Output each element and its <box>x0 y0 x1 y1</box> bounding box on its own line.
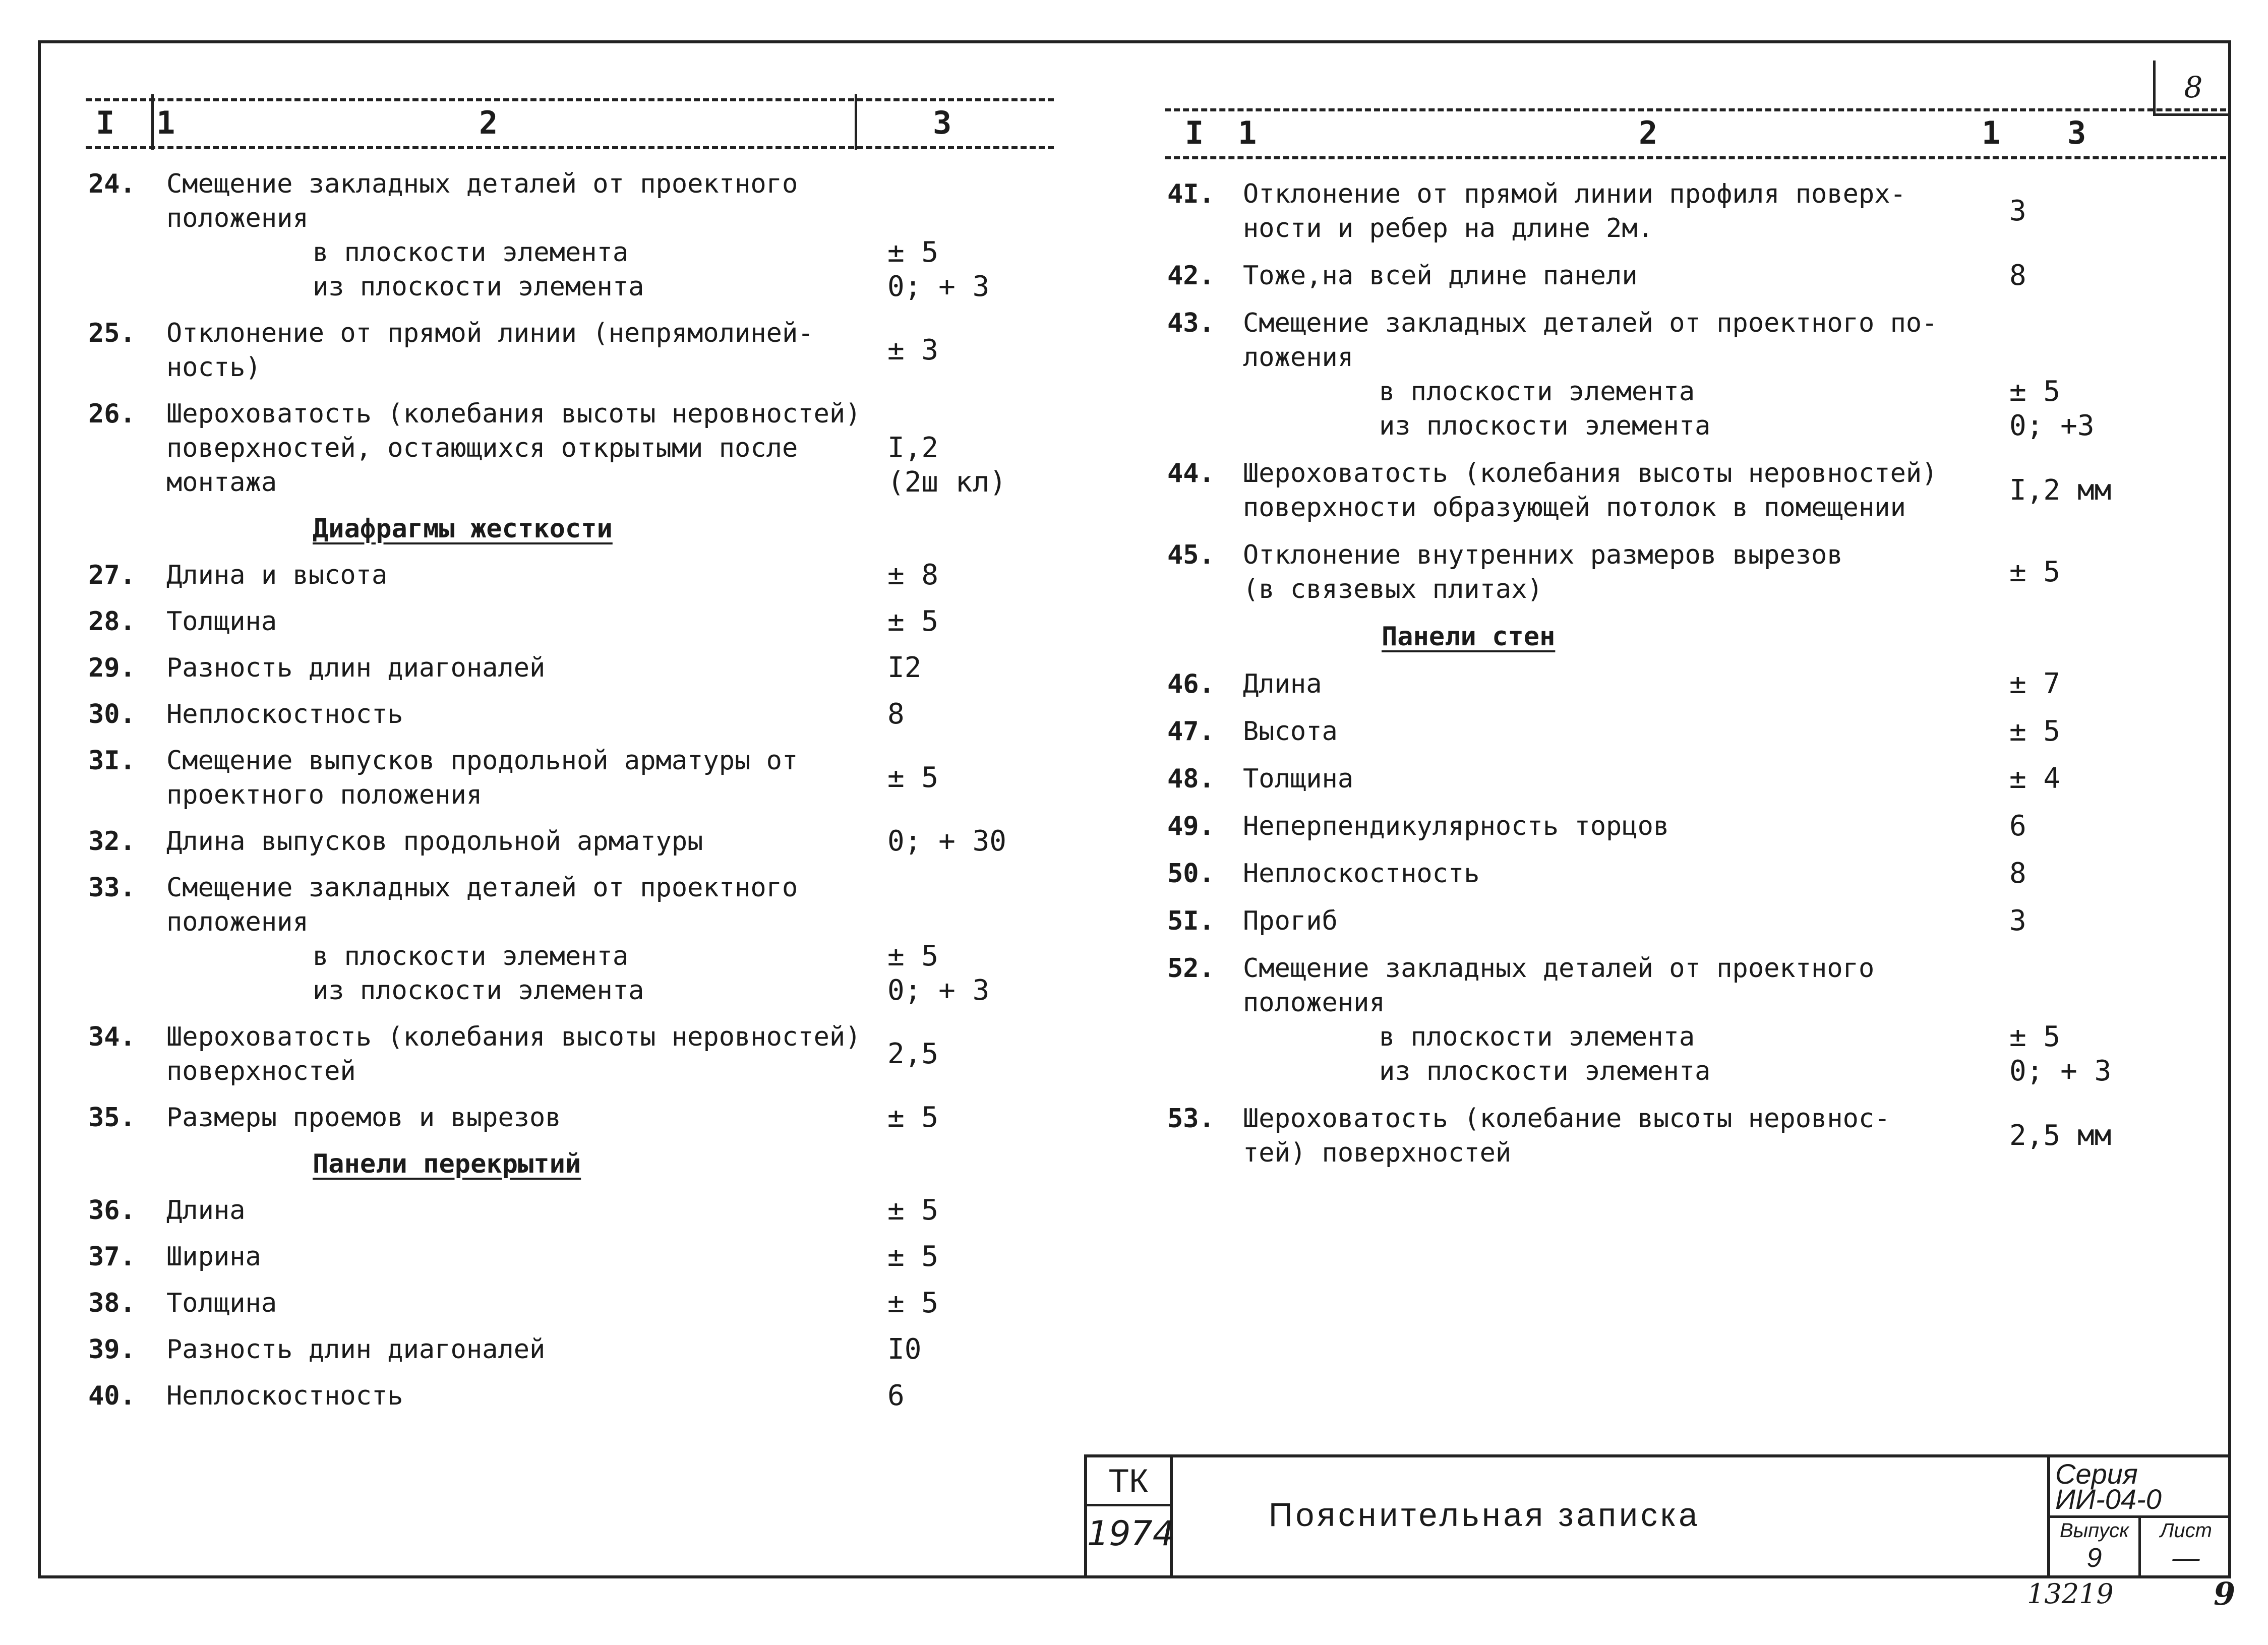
item-description: Прогиб <box>1243 906 1338 936</box>
sheet-label: Лист <box>2160 1519 2212 1542</box>
item-description: Смещение закладных деталей от проектного <box>1243 953 1875 984</box>
tolerance-value: ± 5 <box>2009 1020 2061 1053</box>
sub-item-label: из плоскости элемента <box>313 272 644 302</box>
tolerance-value: ± 5 <box>887 940 939 972</box>
tolerance-value: 0; + 3 <box>887 974 990 1007</box>
item-description: Шероховатость (колебания высоты неровностей) <box>1243 458 1938 489</box>
item-description: поверхности образующей потолок в помещении <box>1243 493 1906 523</box>
tolerance-value: 8 <box>2009 259 2026 292</box>
item-number: 36. <box>88 1195 136 1226</box>
item-description: Толщина <box>1243 764 1354 794</box>
item-description: поверхностей <box>166 1056 356 1086</box>
org-cell <box>1087 1457 1173 1575</box>
item-description: Разность длин диагоналей <box>166 1334 546 1365</box>
item-description: ности и ребер на длине 2м. <box>1243 213 1653 243</box>
section-heading: Панели перекрытий <box>313 1149 581 1179</box>
item-description: Отклонение от прямой линии (непрямолиней- <box>166 318 814 348</box>
tolerance-value: 0; +3 <box>2009 409 2095 442</box>
title-block <box>1084 1454 2231 1575</box>
tolerance-value: 0; + 3 <box>887 270 990 303</box>
item-number: 50. <box>1167 859 1215 889</box>
issue-value: 9 <box>2086 1543 2102 1573</box>
archive-code: 13219 <box>2027 1578 2114 1610</box>
sub-item-label: в плоскости элемента <box>1379 1022 1695 1052</box>
item-description: ложения <box>1243 342 1354 373</box>
item-number: 52. <box>1167 953 1215 984</box>
tolerance-value: ± 8 <box>887 559 939 591</box>
tolerance-value: ± 5 <box>887 761 939 794</box>
tolerance-value: I0 <box>887 1333 922 1366</box>
left-header-col1b: 1 <box>156 104 175 141</box>
right-header-col1b: 1 <box>1238 114 1257 151</box>
item-description: Тоже,на всей длине панели <box>1243 261 1638 291</box>
series-code: ИИ-04-0 <box>2055 1483 2162 1515</box>
sub-item-label: в плоскости элемента <box>313 941 629 971</box>
item-number: 37. <box>88 1242 136 1272</box>
sub-item-label: в плоскости элемента <box>313 237 629 268</box>
tolerance-value: 6 <box>2009 810 2026 842</box>
item-description: монтажа <box>166 467 277 498</box>
right-column-header <box>1165 108 2226 156</box>
item-number: 45. <box>1167 540 1215 570</box>
item-description: Длина и высота <box>166 560 388 590</box>
item-number: 32. <box>88 826 136 857</box>
tolerance-value: ± 7 <box>2009 667 2061 700</box>
item-description: Высота <box>1243 716 1338 747</box>
item-number: 33. <box>88 873 136 903</box>
left-header-col2: 2 <box>479 104 498 141</box>
sheet-number-box: 8 <box>2153 60 2231 116</box>
item-number: 48. <box>1167 764 1215 794</box>
item-description: Длина выпусков продольной арматуры <box>166 826 703 857</box>
year: 1974 <box>1087 1514 1175 1554</box>
item-description: положения <box>1243 988 1385 1018</box>
item-number: 53. <box>1167 1104 1215 1134</box>
tolerance-value: ± 5 <box>2009 375 2061 408</box>
item-number: 47. <box>1167 716 1215 747</box>
item-number: 39. <box>88 1334 136 1365</box>
item-number: 5I. <box>1167 906 1215 936</box>
item-number: 30. <box>88 699 136 729</box>
tolerance-value: 6 <box>887 1379 905 1412</box>
section-heading: Диафрагмы жесткости <box>313 514 613 544</box>
item-number: 38. <box>88 1288 136 1318</box>
item-description: проектного положения <box>166 780 483 810</box>
item-description: Толщина <box>166 606 277 637</box>
left-column-header <box>86 98 1054 146</box>
issue-cell <box>2050 1518 2141 1575</box>
item-description: Шероховатость (колебание высоты неровнос- <box>1243 1104 1890 1134</box>
item-number: 42. <box>1167 261 1215 291</box>
sheet-cell <box>2141 1518 2231 1575</box>
item-description: поверхностей, остающихся открытыми после <box>166 433 798 463</box>
tolerance-value: 2,5 мм <box>2009 1119 2112 1152</box>
tolerance-value: ± 5 <box>887 605 939 638</box>
left-header-col3: 3 <box>933 104 952 141</box>
tolerance-value: ± 5 <box>887 236 939 269</box>
left-header-col1: I <box>96 104 115 141</box>
item-description: Смещение закладных деталей от проектного <box>166 873 798 903</box>
tolerance-value: 3 <box>2009 195 2026 227</box>
item-number: 4I. <box>1167 179 1215 209</box>
right-header-col1: I <box>1185 114 1204 151</box>
tolerance-value: 8 <box>2009 857 2026 890</box>
item-description: ность) <box>166 352 261 383</box>
sheet-value: — <box>2172 1543 2200 1573</box>
sub-item-label: из плоскости элемента <box>1379 411 1711 441</box>
item-number: 28. <box>88 606 136 637</box>
item-description: Смещение выпусков продольной арматуры от <box>166 746 798 776</box>
item-description: Ширина <box>166 1242 261 1272</box>
tolerance-value: I,2 мм <box>2009 474 2112 507</box>
tolerance-value: ± 5 <box>887 1287 939 1319</box>
item-description: Шероховатость (колебания высоты неровностей) <box>166 399 861 429</box>
item-number: 29. <box>88 653 136 683</box>
item-description: Длина <box>1243 669 1322 699</box>
section-heading: Панели стен <box>1382 622 1556 652</box>
item-number: 3I. <box>88 746 136 776</box>
item-description: (в связевых плитах) <box>1243 574 1543 604</box>
right-header-col3: 3 <box>2067 114 2086 151</box>
series-cell <box>2047 1457 2231 1575</box>
item-description: Неперпендикулярность торцов <box>1243 811 1669 841</box>
item-description: Смещение закладных деталей от проектного <box>166 169 798 199</box>
item-description: Толщина <box>166 1288 277 1318</box>
tolerance-value: ± 5 <box>887 1101 939 1134</box>
tolerance-value: 8 <box>887 698 905 730</box>
tolerance-value: 0; + 30 <box>887 825 1007 858</box>
document-title: Пояснительная записка <box>1269 1496 1700 1533</box>
item-number: 40. <box>88 1381 136 1411</box>
sub-item-label: в плоскости элемента <box>1379 377 1695 407</box>
tolerance-value: 2,5 <box>887 1038 939 1070</box>
frame-bottom-border <box>38 1575 2231 1578</box>
item-description: тей) поверхностей <box>1243 1138 1512 1168</box>
item-description: Размеры проемов и вырезов <box>166 1103 561 1133</box>
sub-item-label: из плоскости элемента <box>1379 1056 1711 1086</box>
right-header-col1-sep: 1 <box>1982 114 2001 151</box>
item-number: 24. <box>88 169 136 199</box>
item-number: 46. <box>1167 669 1215 699</box>
item-description: Длина <box>166 1195 246 1226</box>
item-number: 44. <box>1167 458 1215 489</box>
item-description: Неплоскостность <box>1243 859 1480 889</box>
page-number: 9 <box>2214 1575 2236 1612</box>
item-description: Шероховатость (колебания высоты неровностей) <box>166 1022 861 1052</box>
item-description: Отклонение внутренних размеров вырезов <box>1243 540 1843 570</box>
item-description: положения <box>166 907 309 937</box>
item-number: 49. <box>1167 811 1215 841</box>
tolerance-value: ± 5 <box>887 1240 939 1273</box>
sub-item-label: из плоскости элемента <box>313 976 644 1006</box>
org-code: ТК <box>1087 1457 1170 1506</box>
item-number: 35. <box>88 1103 136 1133</box>
item-description: Отклонение от прямой линии профиля поверх- <box>1243 179 1906 209</box>
right-header-col2: 2 <box>1639 114 1658 151</box>
tolerance-value-note: (2ш кл) <box>887 466 1007 499</box>
tolerance-value: ± 5 <box>2009 715 2061 748</box>
tolerance-value: 3 <box>2009 904 2026 937</box>
series-label: Серия <box>2055 1458 2138 1490</box>
item-description: Смещение закладных деталей от проектного по- <box>1243 308 1938 338</box>
item-number: 43. <box>1167 308 1215 338</box>
item-description: Неплоскостность <box>166 1381 403 1411</box>
issue-label: Выпуск <box>2059 1519 2129 1542</box>
tolerance-value: I2 <box>887 651 922 684</box>
item-number: 34. <box>88 1022 136 1052</box>
item-number: 27. <box>88 560 136 590</box>
item-number: 25. <box>88 318 136 348</box>
tolerance-value: 0; + 3 <box>2009 1055 2112 1087</box>
tolerance-value: ± 4 <box>2009 762 2061 795</box>
tolerance-value: ± 5 <box>2009 556 2061 588</box>
tolerance-value: I,2 <box>887 432 939 464</box>
item-description: Разность длин диагоналей <box>166 653 546 683</box>
item-description: Неплоскостность <box>166 699 403 729</box>
item-description: положения <box>166 203 309 233</box>
tolerance-value: ± 3 <box>887 334 939 367</box>
tolerance-value: ± 5 <box>887 1194 939 1227</box>
item-number: 26. <box>88 399 136 429</box>
